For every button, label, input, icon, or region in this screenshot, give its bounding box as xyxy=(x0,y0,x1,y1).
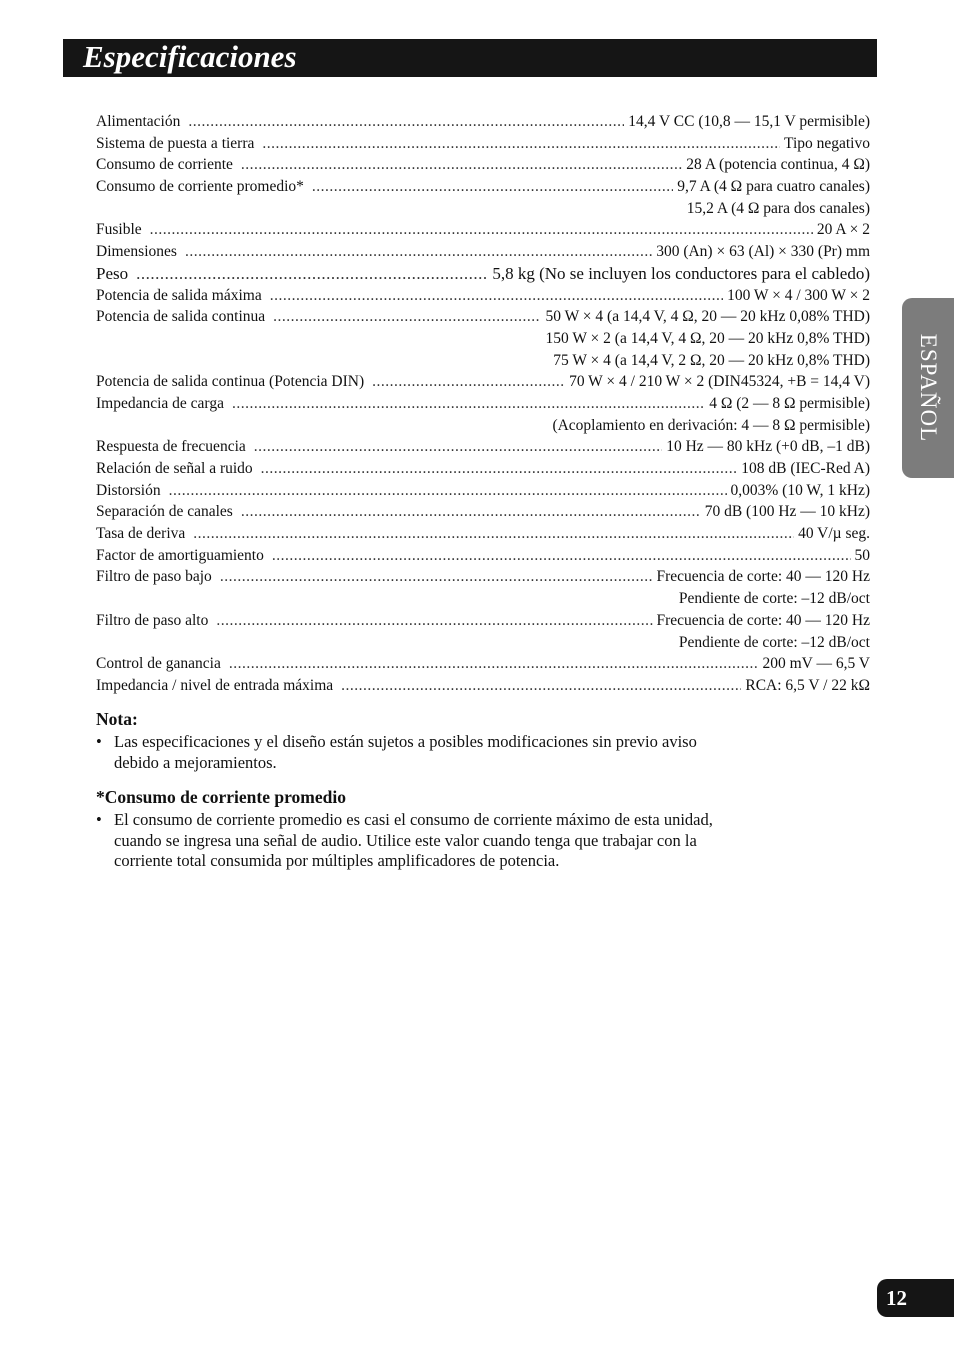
language-tab xyxy=(902,298,954,478)
spec-label: Alimentación xyxy=(96,113,181,130)
spec-value: Tipo negativo xyxy=(784,134,870,152)
spec-value: 20 A × 2 xyxy=(816,221,870,239)
note-heading: Nota: xyxy=(96,709,138,729)
spec-row xyxy=(96,545,870,567)
spec-value-continuation: 75 W × 4 (a 14,4 V, 2 Ω, 20 — 20 kHz 0,8% THD) xyxy=(553,351,870,369)
dot-leader xyxy=(216,610,652,632)
spec-row xyxy=(96,653,870,675)
dot-leader xyxy=(220,566,653,588)
spec-row xyxy=(96,480,870,502)
spec-label: Peso xyxy=(96,263,129,283)
spec-value: 100 W × 4 / 300 W × 2 xyxy=(727,286,870,304)
dot-leader xyxy=(273,306,541,328)
spec-label: Respuesta de frecuencia xyxy=(96,438,246,456)
note-section xyxy=(96,708,736,773)
spec-value: 14,4 V CC (10,8 — 15,1 V permisible) xyxy=(628,113,870,130)
spec-value: 0,003% (10 W, 1 kHz) xyxy=(730,481,870,499)
spec-value: 108 dB (IEC-Red A) xyxy=(741,460,870,477)
spec-label: Dimensiones xyxy=(96,243,177,261)
spec-value-continuation: Pendiente de corte: –12 dB/oct xyxy=(678,633,870,651)
spec-value-continuation: 150 W × 2 (a 14,4 V, 4 Ω, 20 — 20 kHz 0,8% THD) xyxy=(545,329,870,347)
spec-row xyxy=(96,371,870,393)
spec-row xyxy=(96,111,870,133)
spec-value: 70 W × 4 / 210 W × 2 (DIN45324, +B = 14,4 V) xyxy=(569,373,870,391)
page-title-bar xyxy=(63,39,877,77)
spec-label: Consumo de corriente xyxy=(96,156,233,174)
spec-label: Consumo de corriente promedio* xyxy=(96,178,304,196)
spec-row xyxy=(96,263,870,285)
dot-leader xyxy=(169,480,727,502)
spec-row xyxy=(96,675,870,697)
spec-row xyxy=(96,154,870,176)
spec-row xyxy=(96,176,870,198)
spec-label: Filtro de paso alto xyxy=(96,611,209,629)
spec-label: Potencia de salida continua xyxy=(96,308,266,326)
dot-leader xyxy=(341,675,741,697)
spec-label: Control de ganancia xyxy=(96,655,221,673)
spec-label: Relación de señal a ruido xyxy=(96,460,253,477)
spec-row xyxy=(96,610,870,632)
spec-value: RCA: 6,5 V / 22 kΩ xyxy=(745,676,870,694)
page-number: 12 xyxy=(877,1279,954,1317)
spec-label: Fusible xyxy=(96,221,142,239)
spec-row xyxy=(96,285,870,307)
avg-consumption-bullet: • El consumo de corriente promedio es casi el consumo de corriente máximo de esta unidad, cuando se ingresa una señal de audio. Utilice este valor cuando tenga que trabajar con la corriente total consumida por múltiples amplificadores de potencia. xyxy=(96,810,736,872)
dot-leader xyxy=(262,133,780,155)
spec-value: 9,7 A (4 Ω para cuatro canales) xyxy=(677,178,870,196)
spec-value-continuation: 15,2 A (4 Ω para dos canales) xyxy=(686,199,870,217)
spec-value: Frecuencia de corte: 40 — 120 Hz xyxy=(656,568,870,586)
spec-value: 5,8 kg (No se incluyen los conductores para el cabledo) xyxy=(492,263,870,283)
spec-row xyxy=(96,241,870,263)
note-bullet: • Las especificaciones y el diseño están sujetos a posibles modificaciones sin previo aviso debido a mejoramientos. xyxy=(96,732,736,773)
spec-row xyxy=(96,458,870,480)
dot-leader xyxy=(229,653,759,675)
spec-label: Distorsión xyxy=(96,481,161,499)
spec-value-continuation: (Acoplamiento en derivación: 4 — 8 Ω permisible) xyxy=(552,416,870,434)
spec-row xyxy=(96,436,870,458)
spec-value: 50 xyxy=(854,546,870,564)
spec-row xyxy=(96,219,870,241)
spec-row xyxy=(96,306,870,328)
dot-leader xyxy=(372,371,565,393)
spec-value: 200 mV — 6,5 V xyxy=(762,655,870,673)
spec-label: Tasa de deriva xyxy=(96,525,186,543)
spec-row xyxy=(96,133,870,155)
dot-leader xyxy=(150,219,813,241)
spec-row xyxy=(96,523,870,545)
dot-leader xyxy=(272,545,851,567)
dot-leader xyxy=(136,263,488,285)
dot-leader xyxy=(241,154,682,176)
dot-leader xyxy=(312,176,673,198)
spec-label: Potencia de salida continua (Potencia DIN) xyxy=(96,373,365,391)
spec-row xyxy=(96,566,870,588)
spec-label: Separación de canales xyxy=(96,503,233,521)
spec-row xyxy=(96,501,870,523)
language-tab-label: ESPAÑOL xyxy=(916,333,941,443)
spec-label: Impedancia / nivel de entrada máxima xyxy=(96,676,334,694)
dot-leader xyxy=(188,111,624,133)
spec-label: Filtro de paso bajo xyxy=(96,568,212,586)
dot-leader xyxy=(185,241,652,263)
spec-value: Frecuencia de corte: 40 — 120 Hz xyxy=(656,611,870,629)
avg-consumption-heading: *Consumo de corriente promedio xyxy=(96,787,346,807)
dot-leader xyxy=(254,436,662,458)
dot-leader xyxy=(232,393,705,415)
spec-value: 300 (An) × 63 (Al) × 330 (Pr) mm xyxy=(656,243,870,261)
spec-value: 4 Ω (2 — 8 Ω permisible) xyxy=(709,394,870,412)
spec-value: 50 W × 4 (a 14,4 V, 4 Ω, 20 — 20 kHz 0,08% THD) xyxy=(545,308,870,326)
page-title: Especificaciones xyxy=(83,39,297,74)
spec-label: Impedancia de carga xyxy=(96,394,224,412)
spec-value-continuation: Pendiente de corte: –12 dB/oct xyxy=(678,590,870,608)
spec-value: 40 V/µ seg. xyxy=(798,525,870,543)
avg-consumption-section xyxy=(96,786,736,872)
dot-leader xyxy=(193,523,794,545)
spec-value: 10 Hz — 80 kHz (+0 dB, –1 dB) xyxy=(666,438,870,456)
dot-leader xyxy=(241,501,701,523)
spec-row xyxy=(96,393,870,415)
spec-value: 28 A (potencia continua, 4 Ω) xyxy=(686,156,870,174)
spec-label: Potencia de salida máxima xyxy=(96,286,262,304)
spec-value: 70 dB (100 Hz — 10 kHz) xyxy=(704,503,870,521)
spec-label: Factor de amortiguamiento xyxy=(96,546,264,564)
dot-leader xyxy=(261,458,738,480)
dot-leader xyxy=(270,285,723,307)
spec-label: Sistema de puesta a tierra xyxy=(96,134,255,152)
specifications-list xyxy=(96,111,870,697)
